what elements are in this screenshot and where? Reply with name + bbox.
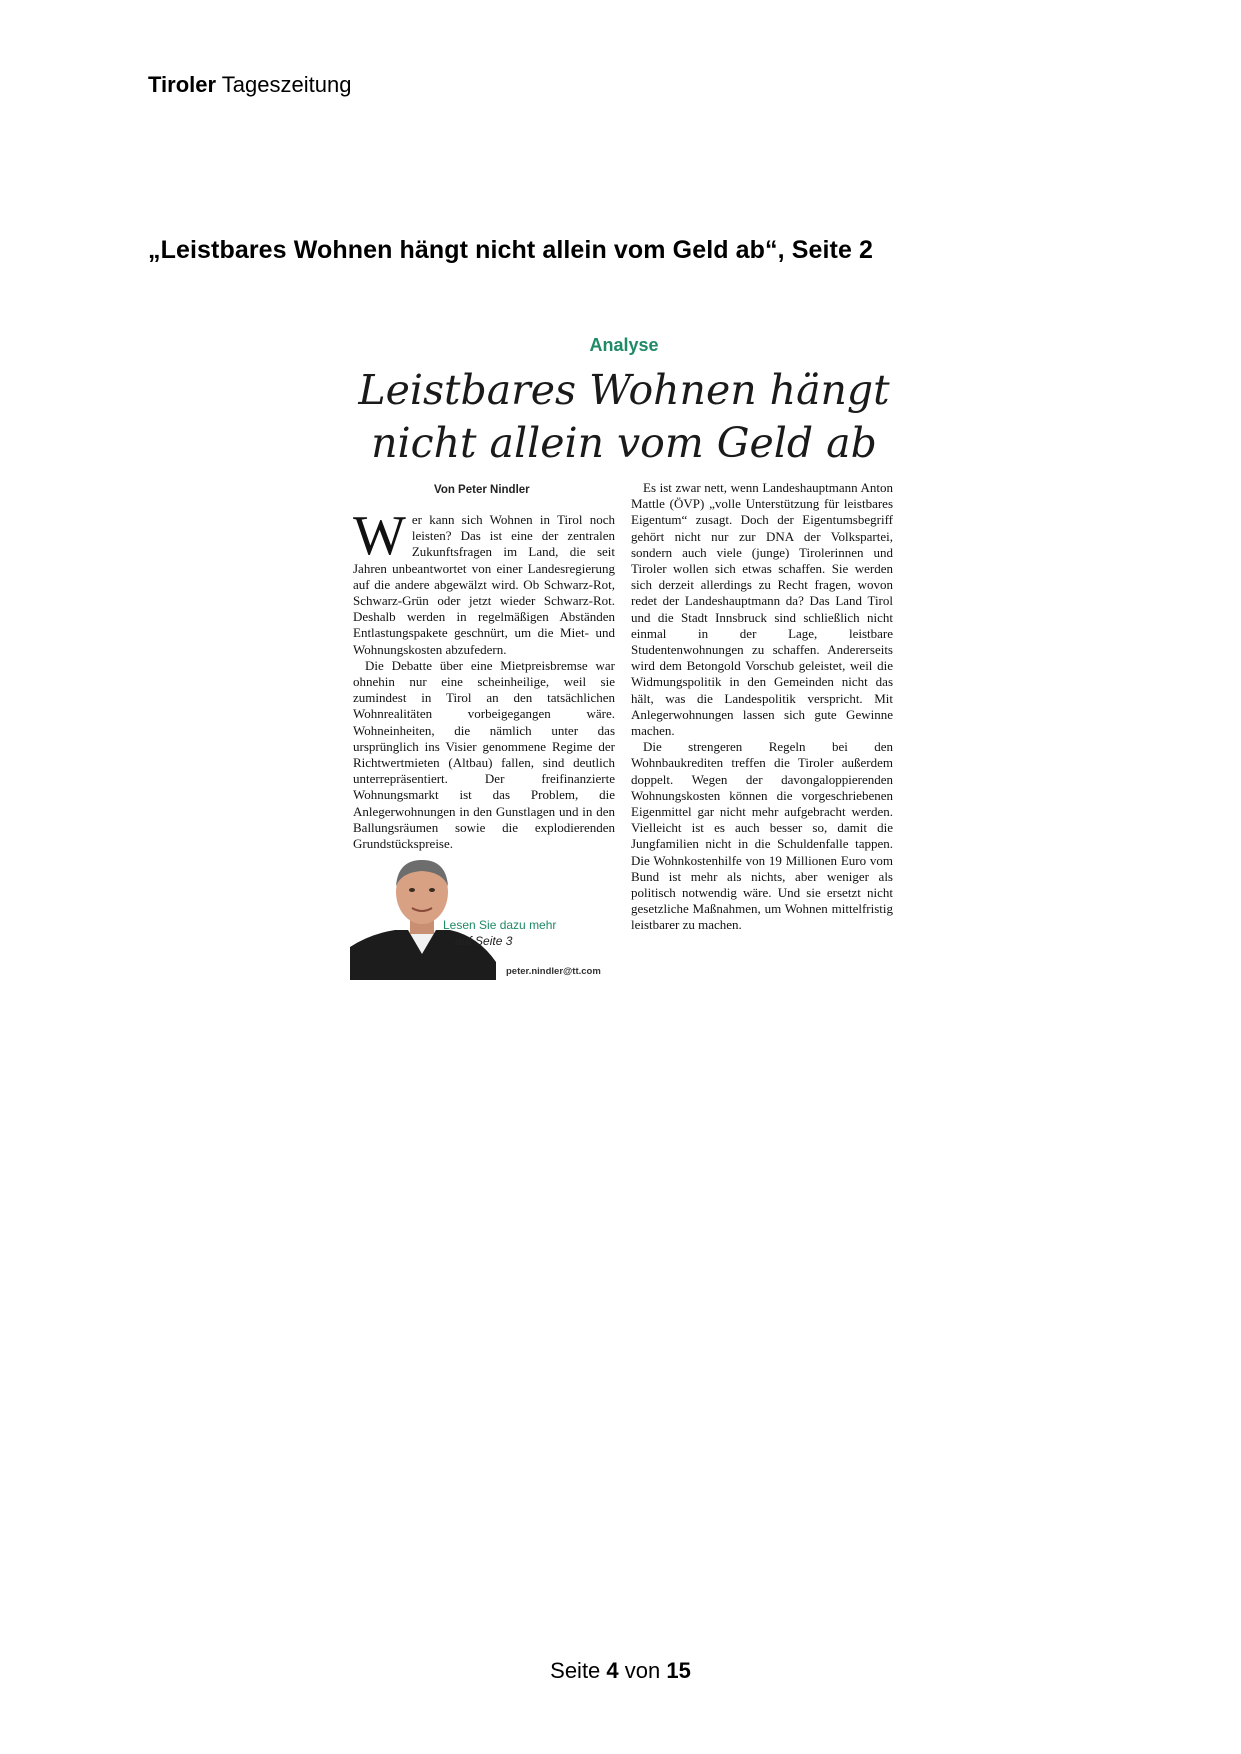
author-email: peter.nindler@tt.com (506, 966, 601, 977)
publication-header (148, 72, 351, 98)
read-more-line-1: Lesen Sie dazu mehr (443, 918, 557, 932)
article-column-1 (353, 505, 615, 852)
publisher-name-rest: Tageszeitung (216, 72, 352, 97)
column-1-paragraph-2: Die Debatte über eine Mietpreisbremse war ohnehin nur eine scheinheilige, weil sie zumindest in Tirol an den tatsächlichen Wohnrealitäten vorbeigegangen wäre. Wohneinheiten, die nämlich unter das ursprünglich ins Visier genommene Regime der Richtwertmieten (Altbau) fallen, sind deutlich unterrepräsentiert. Der freifinanzierte Wohnungsmarkt ist das Problem, die Anlegerwohnungen in den Gunstlagen und in den Ballungsräumen sowie die explodierenden Grundstückspreise. (353, 657, 615, 852)
article-headline (348, 364, 900, 470)
headline-line-2: nicht allein vom Geld ab (371, 419, 877, 467)
drop-cap: W (353, 505, 406, 567)
column-2-paragraph-2: Die strengeren Regeln bei den Wohnbaukrediten treffen die Tiroler außerdem doppelt. Wegen der davongaloppierenden Wohnungskosten können die vorgeschriebenen Eigenmittel gar nicht mehr aufgebracht werden. Vielleicht ist es auch besser so, damit die Jungfamilien nicht in die Schuldenfalle tappen. Die Wohnkostenhilfe von 19 Millionen Euro vom Bund ist mehr als nichts, aber weniger als politisch notwendig wäre. Und sie ersetzt nicht gesetzliche Maßnahmen, um Wohnen mittelfristig leistbarer zu machen. (631, 739, 893, 933)
article-kicker: Analyse (589, 335, 659, 355)
headline-line-1: Leistbares Wohnen hängt (358, 366, 890, 414)
author-portrait-illustration (350, 852, 496, 980)
document-title: „Leistbares Wohnen hängt nicht allein vom Geld ab“, Seite 2 (148, 236, 874, 264)
footer-page-number: 4 (606, 1658, 619, 1683)
column-1-paragraph-1-text: er kann sich Wohnen in Tirol noch leisten? Das ist eine der zentralen Zukunftsfragen im Land, die seit Jahren unbeantwortet von einer Landesregierung auf die andere abgewälzt wird. Ob Schwarz-Rot, Schwarz-Grün oder jetzt wieder Schwarz-Rot. Deshalb werden in regelmäßigen Abständen Entlastungspakete geschnürt, um die Miet- und Wohnungskosten abzufedern. (353, 512, 615, 657)
article-byline: Von Peter Nindler (434, 484, 530, 496)
publisher-name-bold: Tiroler (148, 72, 217, 97)
page-footer (0, 1658, 1241, 1684)
column-2-paragraph-1: Es ist zwar nett, wenn Landeshauptmann Anton Mattle (ÖVP) „volle Unterstützung für leistbares Eigentum“ zusagt. Doch der Eigentumsbegriff gehört nicht nur zur DNA der Volkspartei, sondern auch viele (junge) Tirolerinnen und Tiroler wollen sich etwas schaffen. Sie werden sich derzeit allerdings zu Recht fragen, wovon redet der Landeshauptmann da? Das Land Tirol und die Stadt Innsbruck sind schließlich nicht einmal in der Lage, leistbare Studentenwohnungen zu schaffen. Andererseits wird dem Betongold Vorschub geleistet, weil die Widmungspolitik in den Gemeinden nicht das hält, was die Landespolitik verspricht. Mit Anlegerwohnungen lassen sich gute Gewinne machen. (631, 480, 893, 739)
read-more-note (443, 917, 556, 949)
read-more-line-2: auf Seite 3 (455, 934, 513, 948)
footer-page-total: 15 (666, 1658, 691, 1683)
footer-prefix: Seite (550, 1658, 607, 1683)
newspaper-clipping (348, 332, 900, 982)
column-1-paragraph-1 (353, 505, 615, 658)
article-column-2 (631, 480, 893, 934)
author-portrait (350, 852, 496, 980)
footer-middle: von (618, 1658, 667, 1683)
